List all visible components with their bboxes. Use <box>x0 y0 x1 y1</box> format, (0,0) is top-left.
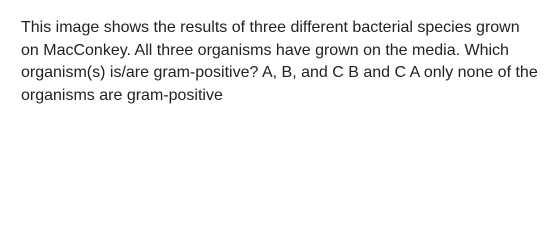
question-text: This image shows the results of three different bacterial species grown on MacConkey. All three organisms have grown on the media. Which organism(s) is/are gram-positive? A, B, and C B and C A only none of the organisms are gram-positive <box>21 19 538 104</box>
